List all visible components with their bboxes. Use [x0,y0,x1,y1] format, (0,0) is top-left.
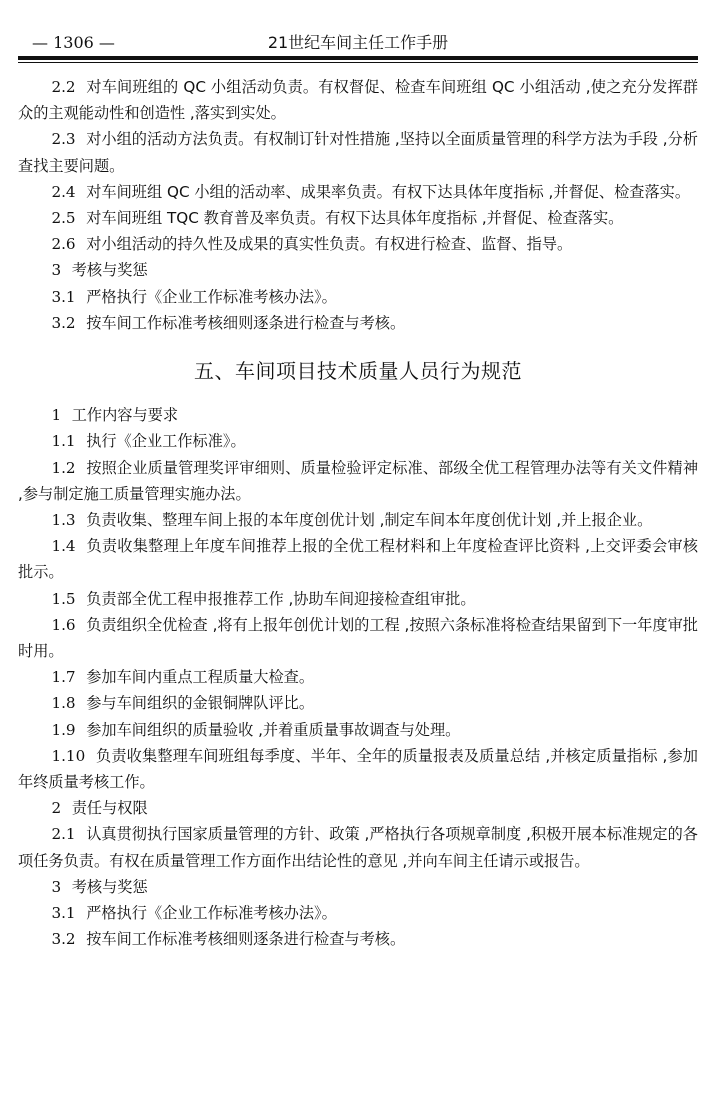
clause-text: 考核与奖惩 [71,877,148,896]
clause-text: 负责收集、整理车间上报的本年度创优计划 ,制定车间本年度创优计划 ,并上报企业。 [86,511,653,530]
clause-text: 参加车间组织的质量验收 ,并着重质量事故调查与处理。 [86,720,461,739]
clause-paragraph [18,690,698,716]
clause-paragraph [18,455,698,507]
clause-text: 负责部全优工程申报推荐工作 ,协助车间迎接检查组审批。 [86,589,476,608]
clause-paragraph [18,74,698,126]
page-header [18,30,698,56]
clause-text: 工作内容与要求 [71,406,179,425]
clause-number: 2.1 [51,825,76,844]
clause-paragraph [18,533,698,585]
clause-paragraph [18,717,698,743]
lower-clauses [18,402,698,952]
clause-text: 参加车间内重点工程质量大检查。 [86,668,315,687]
clause-paragraph [18,900,698,926]
clause-number: 2.3 [51,130,76,149]
clause-text: 负责组织全优检查 ,将有上报年创优计划的工程 ,按照六条标准将检查结果留到下一年度审批时用。 [18,615,698,661]
clause-text: 对小组活动的持久性及成果的真实性负责。有权进行检查、监督、指导。 [86,235,573,254]
page-body [18,74,698,953]
header-rule-thick [18,56,698,60]
clause-text: 对车间班组 TQC 教育普及率负责。有权下达具体年度指标 ,并督促、检查落实。 [86,209,624,228]
clause-number: 2.6 [51,235,76,254]
clause-text: 按照企业质量管理奖评审细则、质量检验评定标准、部级全优工程管理办法等有关文件精神 ,参与制定施工质量管理实施办法。 [18,458,698,503]
clause-number: 1.8 [51,694,76,713]
clause-paragraph [18,926,698,952]
clause-text: 负责收集整理车间班组每季度、半年、全年的质量报表及质量总结 ,并核定质量指标 ,参加年终质量考核工作。 [18,746,698,792]
clause-number: 1.1 [51,432,76,451]
clause-number: 2.5 [51,209,76,228]
clause-paragraph [18,612,698,664]
clause-paragraph [18,284,698,310]
clause-paragraph [18,257,698,283]
clause-number: 1.7 [51,668,76,687]
clause-text: 认真贯彻执行国家质量管理的方针、政策 ,严格执行各项规章制度 ,积极开展本标准规定的各项任务负责。有权在质量管理工作方面作出结论性的意见 ,并向车间主任请示或报告。 [18,825,698,870]
clause-paragraph [18,428,698,454]
clause-paragraph [18,743,698,795]
clause-text: 按车间工作标准考核细则逐条进行检查与考核。 [86,313,406,332]
clause-number: 2.2 [51,78,76,96]
clause-text: 严格执行《企业工作标准考核办法》。 [86,287,337,306]
clause-text: 按车间工作标准考核细则逐条进行检查与考核。 [86,930,406,949]
clause-text: 参与车间组织的金银铜牌队评比。 [86,694,315,713]
clause-text: 对车间班组的 QC 小组活动负责。有权督促、检查车间班组 QC 小组活动 ,使之充分发挥群众的主观能动性和创造性 ,落实到实处。 [18,78,698,123]
book-title: 21世纪车间主任工作手册 [267,33,449,52]
clause-text: 执行《企业工作标准》。 [86,432,246,451]
clause-paragraph [18,586,698,612]
clause-paragraph [18,821,698,873]
clause-paragraph [18,205,698,231]
clause-paragraph [18,179,698,205]
clause-number: 1.3 [51,511,76,530]
clause-number: 2.4 [51,182,76,201]
clause-number: 3.2 [51,930,76,949]
clause-number: 2 [51,799,62,818]
clause-number: 3.1 [51,287,76,306]
clause-number: 3 [51,877,62,896]
clause-text: 责任与权限 [71,799,148,818]
clause-paragraph [18,126,698,178]
clause-text: 考核与奖惩 [71,261,148,280]
clause-paragraph [18,310,698,336]
upper-clauses [18,74,698,336]
clause-number: 1.10 [51,746,86,765]
section-title: 五、车间项目技术质量人员行为规范 [194,359,522,384]
clause-paragraph [18,874,698,900]
clause-paragraph [18,507,698,533]
clause-number: 1 [51,406,62,425]
clause-number: 3.2 [51,313,76,332]
clause-number: 1.6 [51,615,76,634]
clause-paragraph [18,402,698,428]
clause-paragraph [18,231,698,257]
clause-number: 3 [51,261,62,280]
clause-number: 1.2 [51,458,76,477]
header-rule-thin [18,62,698,63]
clause-text: 对小组的活动方法负责。有权制订针对性措施 ,坚持以全面质量管理的科学方法为手段 ,分析查找主要问题。 [18,130,698,175]
clause-paragraph [18,664,698,690]
clause-number: 3.1 [51,904,76,923]
clause-number: 1.5 [51,589,76,608]
clause-text: 严格执行《企业工作标准考核办法》。 [86,904,337,923]
clause-text: 负责收集整理上年度车间推荐上报的全优工程材料和上年度检查评比资料 ,上交评委会审核批示。 [18,537,698,582]
clause-number: 1.9 [51,720,76,739]
page-number: — 1306 — [32,33,115,52]
clause-number: 1.4 [51,537,76,556]
clause-paragraph [18,795,698,821]
clause-text: 对车间班组 QC 小组的活动率、成果率负责。有权下达具体年度指标 ,并督促、检查落实。 [86,182,691,201]
